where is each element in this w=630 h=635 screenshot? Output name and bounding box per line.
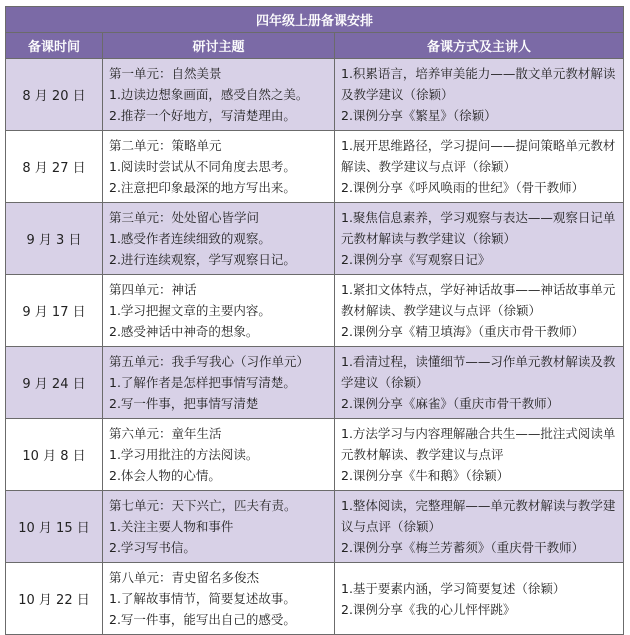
- topic-line: 1.了解故事情节，简要复述故事。: [109, 591, 296, 606]
- method-line: 1.展开思维路径，学习提问——提问策略单元教材解读、教学建议与点评（徐颖）: [341, 138, 616, 174]
- topic-line: 2.体会人物的心情。: [109, 468, 221, 483]
- topic-line: 2.写一件事，能写出自己的感受。: [109, 612, 296, 627]
- topic-cell: [103, 203, 335, 275]
- method-cell: [335, 491, 624, 563]
- unit-title: 第八单元：青史留名多俊杰: [109, 570, 260, 585]
- header-row: [6, 33, 624, 59]
- method-line: 2.课例分享《繁星》（徐颖）: [341, 108, 497, 123]
- table-row: [6, 275, 624, 347]
- topic-cell: [103, 131, 335, 203]
- topic-cell: [103, 347, 335, 419]
- unit-title: 第四单元：神话: [109, 282, 197, 297]
- method-line: 1.方法学习与内容理解融合共生——批注式阅读单元教材解读、教学建议与点评: [341, 426, 616, 462]
- method-cell: [335, 563, 624, 635]
- date-cell: 9 月 17 日: [6, 275, 103, 347]
- method-cell: [335, 275, 624, 347]
- schedule-sheet: [5, 6, 623, 635]
- schedule-table: [5, 6, 624, 635]
- method-line: 2.课例分享《我的心儿怦怦跳》: [341, 601, 516, 617]
- unit-title: 第三单元：处处留心皆学问: [109, 210, 260, 225]
- date-cell: 8 月 27 日: [6, 131, 103, 203]
- topic-line: 1.边读边想象画面，感受自然之美。: [109, 87, 309, 102]
- method-cell: [335, 419, 624, 491]
- method-line: 2.课例分享《精卫填海》（重庆市骨干教师）: [341, 324, 585, 339]
- table-title: 四年级上册备课安排: [6, 7, 624, 33]
- method-cell: [335, 59, 624, 131]
- method-line: 1.聚焦信息素养，学习观察与表达——观察日记单元教材解读与教学建议（徐颖）: [341, 210, 616, 246]
- table-row: [6, 491, 624, 563]
- topic-line: 1.关注主要人物和事件: [109, 519, 234, 534]
- header-topic: 研讨主题: [103, 33, 335, 59]
- topic-line: 1.了解作者是怎样把事情写清楚。: [109, 375, 296, 390]
- method-line: 1.整体阅读，完整理解——单元教材解读与教学建议与点评（徐颖）: [341, 498, 616, 534]
- topic-line: 2.注意把印象最深的地方写出来。: [109, 180, 296, 195]
- topic-cell: [103, 419, 335, 491]
- unit-title: 第七单元：天下兴亡，匹夫有责。: [109, 498, 297, 513]
- topic-cell: [103, 59, 335, 131]
- topic-line: 2.推荐一个好地方，写清楚理由。: [109, 108, 296, 123]
- method-line: 1.基于要素内涵，学习简要复述（徐颖）: [341, 580, 566, 596]
- topic-line: 1.学习把握文章的主要内容。: [109, 303, 271, 318]
- topic-line: 2.写一件事，把事情写清楚: [109, 396, 259, 411]
- table-row: [6, 563, 624, 635]
- method-cell: [335, 347, 624, 419]
- unit-title: 第六单元：童年生活: [109, 426, 222, 441]
- method-line: 2.课例分享《牛和鹅》（徐颖）: [341, 468, 510, 483]
- table-row: [6, 59, 624, 131]
- topic-cell: [103, 275, 335, 347]
- method-line: 2.课例分享《麻雀》（重庆市骨干教师）: [341, 396, 560, 411]
- table-row: [6, 203, 624, 275]
- method-line: 1.看清过程，读懂细节——习作单元教材解读及教学建议（徐颖）: [341, 354, 616, 390]
- header-date: 备课时间: [6, 33, 103, 59]
- table-row: [6, 419, 624, 491]
- date-cell: 8 月 20 日: [6, 59, 103, 131]
- topic-line: 2.学习写书信。: [109, 540, 196, 555]
- unit-title: 第一单元：自然美景: [109, 66, 222, 81]
- table-row: [6, 131, 624, 203]
- date-cell: 9 月 24 日: [6, 347, 103, 419]
- table-row: [6, 347, 624, 419]
- date-cell: 9 月 3 日: [6, 203, 103, 275]
- method-line: 1.紧扣文体特点，学好神话故事——神话故事单元教材解读、教学建议与点评（徐颖）: [341, 282, 616, 318]
- date-cell: 10 月 22 日: [6, 563, 103, 635]
- method-line: 2.课例分享《梅兰芳蓄须》（重庆骨干教师）: [341, 540, 585, 555]
- topic-line: 1.学习用批注的方法阅读。: [109, 447, 259, 462]
- method-line: 1.积累语言，培养审美能力——散文单元教材解读及教学建议（徐颖）: [341, 66, 616, 102]
- method-cell: [335, 203, 624, 275]
- method-cell: [335, 131, 624, 203]
- unit-title: 第二单元：策略单元: [109, 138, 222, 153]
- topic-cell: [103, 491, 335, 563]
- method-line: 2.课例分享《呼风唤雨的世纪》（骨干教师）: [341, 180, 585, 195]
- topic-line: 2.进行连续观察，学写观察日记。: [109, 252, 296, 267]
- header-method: 备课方式及主讲人: [335, 33, 624, 59]
- topic-cell: [103, 563, 335, 635]
- topic-line: 2.感受神话中神奇的想象。: [109, 324, 259, 339]
- topic-line: 1.阅读时尝试从不同角度去思考。: [109, 159, 296, 174]
- unit-title: 第五单元：我手写我心（习作单元）: [109, 354, 310, 369]
- method-line: 2.课例分享《写观察日记》: [341, 252, 491, 267]
- topic-line: 1.感受作者连续细致的观察。: [109, 231, 271, 246]
- date-cell: 10 月 8 日: [6, 419, 103, 491]
- title-row: [6, 7, 624, 33]
- date-cell: 10 月 15 日: [6, 491, 103, 563]
